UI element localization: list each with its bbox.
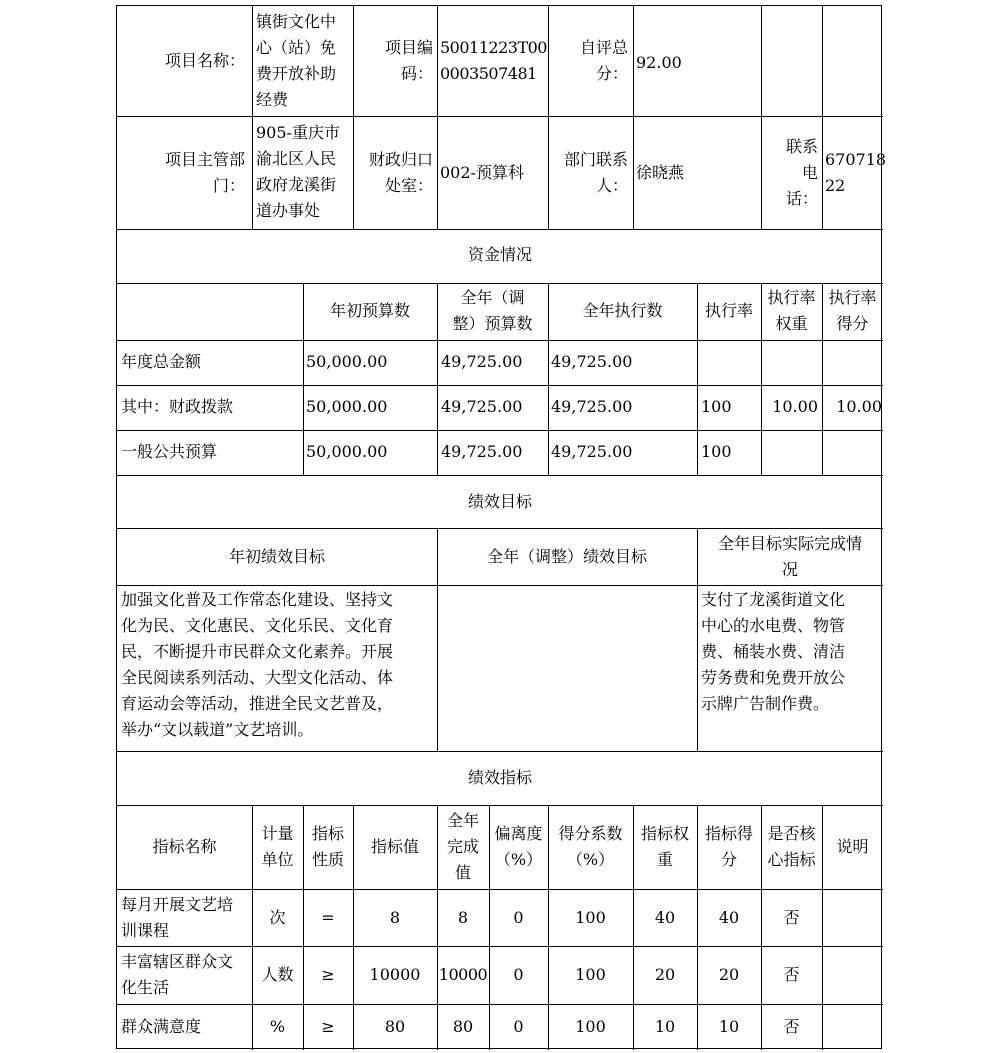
funds-row-initial: 50,000.00 — [306, 352, 388, 371]
project-name-value: 镇街文化中 心（站）免 费开放补助 经费 — [256, 12, 337, 109]
ind-row-name: 每月开展文艺培 训课程 — [121, 895, 234, 940]
actual-completion-text: 支付了龙溪街道文化 中心的水电费、物管 费、桶装水费、清洁 劳务费和免费开放公 示牌广告制作费。 — [701, 590, 846, 713]
ind-row-core: 否 — [783, 965, 800, 984]
ind-row-coef: 100 — [575, 908, 606, 927]
indicators-section-title: 绩效指标 — [467, 768, 532, 787]
ind-row-done: 8 — [457, 908, 469, 927]
contact-label: 部门联系 人： — [563, 150, 628, 195]
row-divider — [117, 385, 883, 386]
ind-row-coef: 100 — [575, 1017, 606, 1036]
row-divider — [117, 889, 883, 890]
col-divider — [633, 6, 634, 229]
ind-row-coef: 100 — [575, 965, 606, 984]
row-divider — [117, 585, 883, 586]
ind-row-unit: 人数 — [261, 965, 294, 984]
ind-header-nature: 指标 性质 — [311, 824, 344, 869]
funds-row-executed: 49,725.00 — [551, 397, 633, 416]
ind-header-target: 指标值 — [370, 837, 419, 856]
goals-header-adjusted: 全年（调整）绩效目标 — [486, 547, 647, 566]
funds-header-score: 执行率 得分 — [828, 288, 877, 333]
ind-row-score: 20 — [718, 965, 740, 984]
row-divider — [117, 1004, 883, 1005]
row-divider — [117, 283, 883, 284]
col-divider — [252, 6, 253, 229]
ind-row-deviation: 0 — [513, 965, 524, 984]
score-value: 92.00 — [636, 53, 682, 72]
row-divider — [117, 805, 883, 806]
project-code-label: 项目编 码： — [384, 38, 433, 83]
ind-row-name: 丰富辖区群众文 化生活 — [121, 952, 234, 997]
funds-header-weight: 执行率 权重 — [767, 288, 816, 333]
ind-row-weight: 10 — [654, 1017, 676, 1036]
ind-row-target: 80 — [384, 1017, 406, 1036]
ind-row-target: 8 — [389, 908, 401, 927]
ind-row-weight: 20 — [654, 965, 676, 984]
row-divider — [117, 751, 883, 752]
ind-header-unit: 计量 单位 — [261, 824, 294, 869]
row-divider — [117, 528, 883, 529]
row-divider — [117, 475, 883, 476]
phone-value: 670718 22 — [825, 150, 887, 195]
finance-office-value: 002-预算科 — [440, 163, 524, 182]
col-divider — [822, 6, 823, 229]
funds-row-rate: 100 — [701, 397, 732, 416]
funds-header-rate: 执行率 — [704, 301, 753, 320]
ind-row-core: 否 — [783, 1017, 800, 1036]
funds-row-adjusted: 49,725.00 — [441, 397, 523, 416]
ind-row-nature: = — [321, 908, 335, 927]
ind-row-nature: ≥ — [321, 1017, 335, 1036]
ind-header-coef: 得分系数 （%） — [558, 824, 623, 869]
ind-header-deviation: 偏离度 （%） — [494, 824, 543, 869]
contact-value: 徐晓燕 — [636, 163, 685, 182]
funds-row-executed: 49,725.00 — [551, 352, 633, 371]
initial-goal-text: 加强文化普及工作常态化建设、坚持文 化为民、文化惠民、文化乐民、文化育 民，不断提升市民群众文化素养。开展 全民阅读系列活动、大型文化活动、体 育运动会等活动，推进全民文艺普及， 举办“文以载道”文艺培训。 — [121, 590, 394, 739]
project-code-value: 50011223T00 0003507481 — [440, 38, 547, 83]
ind-header-weight: 指标权 重 — [640, 824, 689, 869]
ind-header-note: 说明 — [836, 837, 869, 856]
ind-header-score: 指标得 分 — [704, 824, 753, 869]
ind-row-done: 80 — [452, 1017, 474, 1036]
funds-row-label: 一般公共预算 — [121, 442, 218, 461]
funds-header-executed: 全年执行数 — [582, 301, 663, 320]
ind-row-unit: % — [269, 1017, 286, 1036]
funds-row-score: 10.00 — [836, 397, 882, 416]
funds-row-label: 其中：财政拨款 — [121, 397, 234, 416]
phone-label: 联系 电 话： — [785, 137, 818, 208]
goals-header-initial: 年初绩效目标 — [228, 547, 325, 566]
evaluation-table — [116, 5, 887, 1049]
ind-row-deviation: 0 — [513, 1017, 524, 1036]
ind-row-name: 群众满意度 — [121, 1017, 202, 1036]
funds-row-executed: 49,725.00 — [551, 442, 633, 461]
funds-header-adjusted: 全年（调 整）预算数 — [452, 288, 533, 333]
goals-header-actual: 全年目标实际完成情 况 — [717, 534, 862, 579]
goals-section-title: 绩效目标 — [467, 492, 532, 511]
ind-row-weight: 40 — [654, 908, 676, 927]
funds-row-rate: 100 — [701, 442, 732, 461]
ind-row-deviation: 0 — [513, 908, 524, 927]
ind-row-target: 10000 — [369, 965, 421, 984]
row-divider — [117, 430, 883, 431]
finance-office-label: 财政归口 处室： — [368, 150, 433, 195]
score-label: 自评总 分： — [579, 38, 628, 83]
col-divider — [437, 6, 438, 229]
ind-header-core: 是否核 心指标 — [767, 824, 816, 869]
ind-row-unit: 次 — [269, 908, 286, 927]
funds-row-adjusted: 49,725.00 — [441, 442, 523, 461]
funds-section-title: 资金情况 — [467, 245, 532, 264]
ind-row-done: 10000 — [438, 965, 488, 984]
dept-label: 项目主管部 门： — [164, 150, 245, 195]
ind-row-score: 40 — [718, 908, 740, 927]
funds-row-label: 年度总金额 — [121, 352, 202, 371]
row-divider — [117, 340, 883, 341]
project-name-label: 项目名称： — [164, 51, 245, 70]
row-divider — [117, 946, 883, 947]
row-divider — [117, 229, 883, 230]
funds-row-initial: 50,000.00 — [306, 442, 388, 461]
dept-value: 905-重庆市 渝北区人民 政府龙溪街 道办事处 — [256, 123, 340, 220]
ind-row-score: 10 — [718, 1017, 740, 1036]
funds-row-weight: 10.00 — [772, 397, 818, 416]
funds-row-initial: 50,000.00 — [306, 397, 388, 416]
funds-row-adjusted: 49,725.00 — [441, 352, 523, 371]
funds-header-initial: 年初预算数 — [329, 301, 410, 320]
row-divider — [117, 116, 883, 117]
ind-row-nature: ≥ — [321, 965, 335, 984]
ind-row-core: 否 — [783, 908, 800, 927]
ind-header-done: 全年 完成 值 — [446, 811, 479, 882]
ind-header-name: 指标名称 — [152, 837, 217, 856]
